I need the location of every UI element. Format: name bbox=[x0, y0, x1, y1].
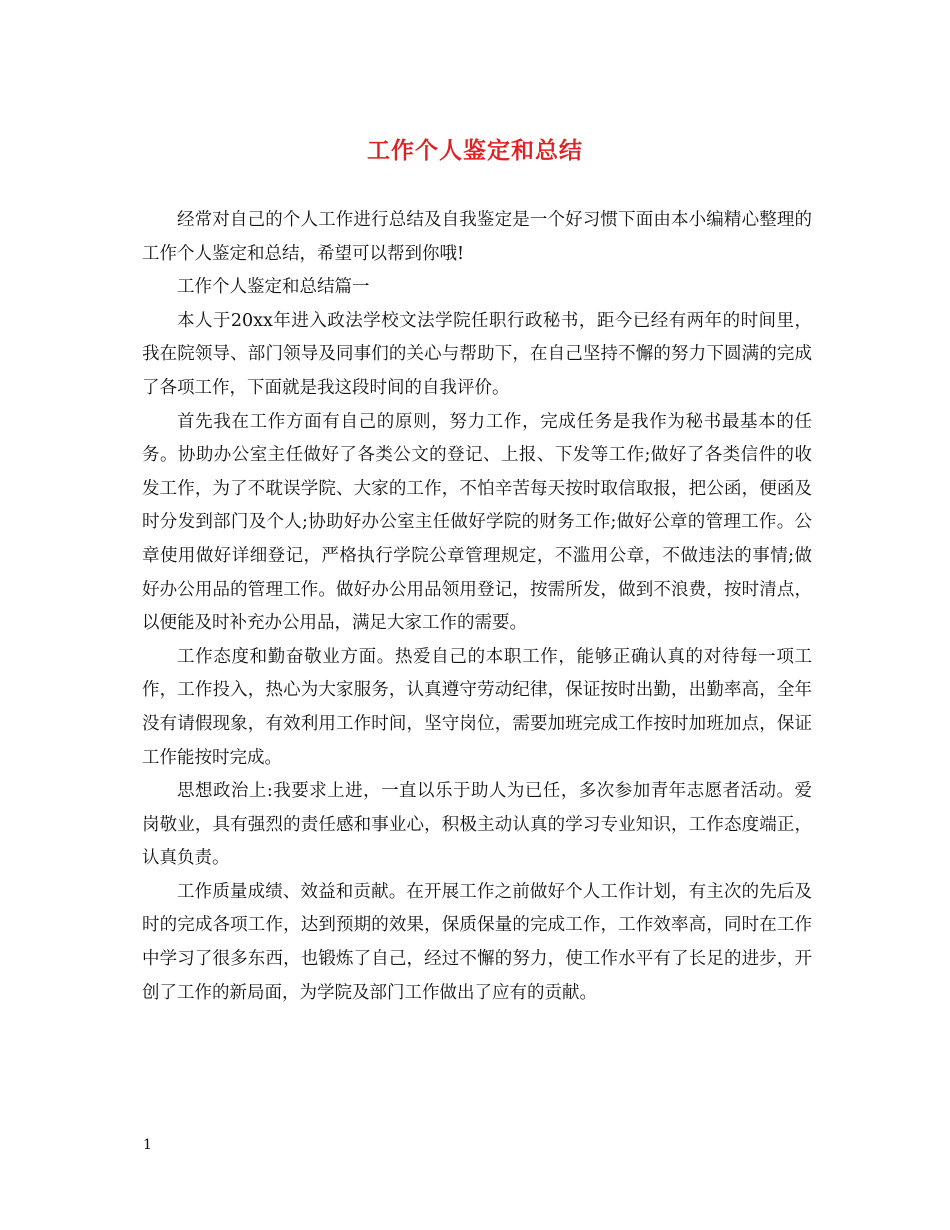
paragraph-background: 本人于20xx年进入政法学校文法学院任职行政秘书，距今已经有两年的时间里，我在院领导、部门领导及同事们的关心与帮助下，在自己坚持不懈的努力下圆满的完成了各项工作，下面就是我这段时间的自我评价。 bbox=[142, 310, 812, 398]
document-body bbox=[142, 204, 812, 1010]
paragraph-work-quality: 工作质量成绩、效益和贡献。在开展工作之前做好个人工作计划，有主次的先后及时的完成各项工作，达到预期的效果，保质保量的完成工作，工作效率高，同时在工作中学习了很多东西，也锻炼了自己，经过不懈的努力，使工作水平有了长足的进步，开创了工作的新局面，为学院及部门工作做出了应有的贡献。 bbox=[142, 881, 812, 1003]
paragraph-work-attitude: 工作态度和勤奋敬业方面。热爱自己的本职工作，能够正确认真的对待每一项工作，工作投入，热心为大家服务，认真遵守劳动纪律，保证按时出勤，出勤率高，全年没有请假现象，有效利用工作时间，坚守岗位，需要加班完成工作按时加班加点，保证工作能按时完成。 bbox=[142, 646, 812, 768]
section-heading: 工作个人鉴定和总结篇一 bbox=[177, 277, 370, 298]
paragraph-intro: 经常对自己的个人工作进行总结及自我鉴定是一个好习惯下面由本小编精心整理的工作个人鉴定和总结，希望可以帮到你哦! bbox=[142, 210, 812, 264]
document-title: 工作个人鉴定和总结 bbox=[367, 137, 583, 164]
paragraph-work-principles: 首先我在工作方面有自己的原则，努力工作，完成任务是我作为秘书最基本的任务。协助办公室主任做好了各类公文的登记、上报、下发等工作;做好了各类信件的收发工作，为了不耽误学院、大家的工作，不怕辛苦每天按时取信取报，把公函，便函及时分发到部门及个人;协助好办公室主任做好学院的财务工作;做好公章的管理工作。公章使用做好详细登记，严格执行学院公章管理规定，不滥用公章，不做违法的事情;做好办公用品的管理工作。做好办公用品领用登记，按需所发，做到不浪费，按时清点，以便能及时补充办公用品，满足大家工作的需要。 bbox=[142, 411, 812, 634]
page-number: 1 bbox=[143, 1137, 152, 1153]
paragraph-political-thought: 思想政治上:我要求上进，一直以乐于助人为已任，多次参加青年志愿者活动。爱岗敬业，具有强烈的责任感和事业心，积极主动认真的学习专业知识，工作态度端正，认真负责。 bbox=[142, 781, 812, 869]
